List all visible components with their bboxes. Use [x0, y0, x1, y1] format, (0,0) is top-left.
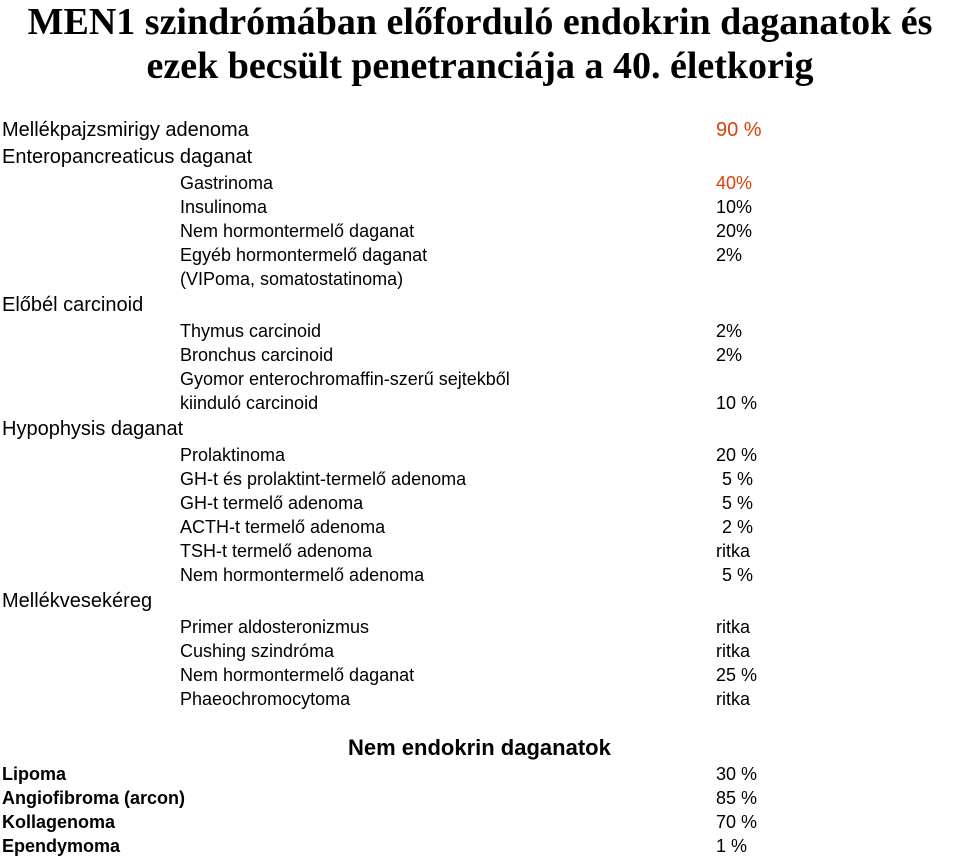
penetrance-value: 2%: [716, 245, 743, 265]
penetrance-value: 5 %: [722, 469, 754, 489]
penetrance-value: 5 %: [722, 565, 754, 585]
subitem-row: [0, 219, 960, 243]
subitem-label: Gastrinoma: [180, 173, 274, 193]
non-endocrine-row: [0, 834, 960, 858]
subitem-label: ACTH-t termelő adenoma: [180, 517, 386, 537]
non-endocrine-row: [0, 786, 960, 810]
subitem-row: [0, 515, 960, 539]
subitem-row: [0, 443, 960, 467]
subitem-row: [0, 615, 960, 639]
subitem-label: Nem hormontermelő daganat: [180, 221, 415, 241]
category-row-parathyroid: [0, 118, 960, 142]
page-title-line-2: ezek becsült penetranciája a 40. életkorig: [146, 45, 814, 87]
penetrance-value: 25 %: [716, 665, 758, 685]
tumor-label: Ependymoma: [2, 836, 121, 856]
subitem-label: Phaeochromocytoma: [180, 689, 351, 709]
subitem-label: Nem hormontermelő daganat: [180, 665, 415, 685]
subitem-label: Thymus carcinoid: [180, 321, 322, 341]
tumor-label: Angiofibroma (arcon): [2, 788, 185, 808]
penetrance-value: ritka: [716, 689, 751, 709]
category-row-adrenal-cortex: [0, 589, 960, 613]
subitem-label: TSH-t termelő adenoma: [180, 541, 373, 561]
penetrance-value: 2%: [716, 345, 743, 365]
subitem-label: kiinduló carcinoid: [180, 393, 319, 413]
penetrance-value: 85 %: [716, 788, 758, 808]
subitem-label: Cushing szindróma: [180, 641, 335, 661]
penetrance-value: 70 %: [716, 812, 758, 832]
subitem-row: [0, 171, 960, 195]
category-row-pituitary: [0, 417, 960, 441]
penetrance-value: 20%: [716, 221, 753, 241]
penetrance-value: 90 %: [716, 119, 762, 141]
penetrance-value: 10 %: [716, 393, 758, 413]
subitem-label: GH-t termelő adenoma: [180, 493, 364, 513]
subitem-row: [0, 467, 960, 491]
penetrance-value: 1 %: [716, 836, 748, 856]
subitem-label: Prolaktinoma: [180, 445, 286, 465]
penetrance-value: ritka: [716, 617, 751, 637]
non-endocrine-row: [0, 762, 960, 786]
subitem-row: [0, 319, 960, 343]
penetrance-value: 20 %: [716, 445, 758, 465]
subitem-row: [0, 367, 960, 391]
subitem-row: [0, 343, 960, 367]
subitem-row: [0, 563, 960, 587]
non-endocrine-heading: Nem endokrin daganatok: [348, 735, 611, 760]
subitem-label: Primer aldosteronizmus: [180, 617, 370, 637]
subitem-label: Bronchus carcinoid: [180, 345, 334, 365]
category-row-enteropancreatic: [0, 145, 960, 169]
penetrance-value: 30 %: [716, 764, 758, 784]
category-label: Hypophysis daganat: [2, 418, 184, 440]
category-label: Enteropancreaticus daganat: [2, 146, 253, 168]
penetrance-value: ritka: [716, 541, 751, 561]
subitem-label: Gyomor enterochromaffin-szerű sejtekből: [180, 369, 510, 389]
category-row-foregut-carcinoid: [0, 293, 960, 317]
tumor-label: Kollagenoma: [2, 812, 116, 832]
penetrance-value: 5 %: [722, 493, 754, 513]
subitem-row: [0, 639, 960, 663]
subitem-label: Insulinoma: [180, 197, 268, 217]
subitem-row: [0, 267, 960, 291]
category-label: Mellékpajzsmirigy adenoma: [2, 119, 249, 141]
subitem-row: [0, 391, 960, 415]
non-endocrine-row: [0, 810, 960, 834]
subitem-label: GH-t és prolaktint-termelő adenoma: [180, 469, 467, 489]
tumor-label: Lipoma: [2, 764, 67, 784]
penetrance-value: 10%: [716, 197, 753, 217]
subitem-row: [0, 687, 960, 711]
penetrance-value: 40%: [716, 173, 753, 193]
category-label: Előbél carcinoid: [2, 294, 144, 316]
subitem-row: [0, 663, 960, 687]
page-title-line-1: MEN1 szindrómában előforduló endokrin daganatok és: [27, 1, 933, 43]
subitem-label: Nem hormontermelő adenoma: [180, 565, 425, 585]
subitem-row: [0, 539, 960, 563]
category-label: Mellékvesekéreg: [2, 590, 153, 612]
subitem-label: (VIPoma, somatostatinoma): [180, 269, 404, 289]
subitem-row: [0, 243, 960, 267]
subitem-row: [0, 491, 960, 515]
penetrance-value: 2 %: [722, 517, 754, 537]
subitem-row: [0, 195, 960, 219]
penetrance-value: 2%: [716, 321, 743, 341]
penetrance-value: ritka: [716, 641, 751, 661]
subitem-label: Egyéb hormontermelő daganat: [180, 245, 428, 265]
